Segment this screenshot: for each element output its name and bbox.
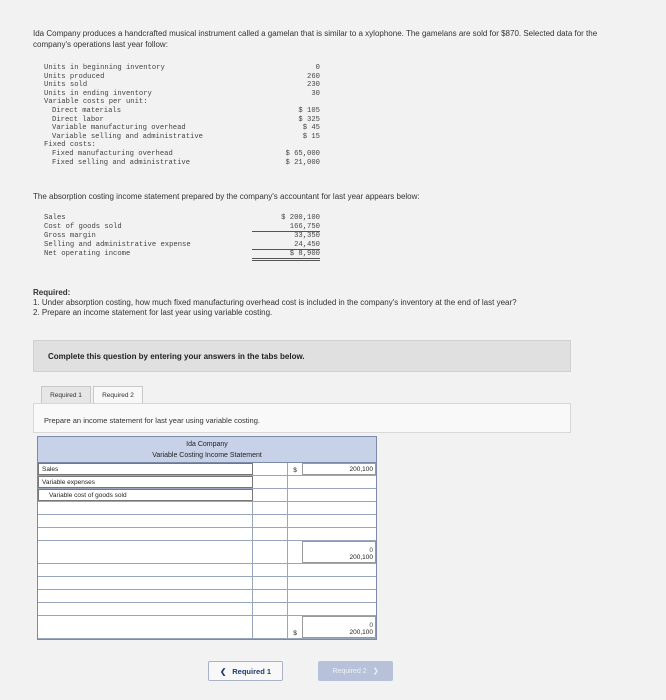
currency-symbol: $ xyxy=(293,630,297,637)
sales-label-input[interactable]: Sales xyxy=(38,463,253,475)
data-row-value: $ 21,000 xyxy=(285,158,320,167)
table-row xyxy=(38,502,376,515)
prev-button[interactable]: ❮ Required 1 xyxy=(208,661,283,681)
amount-cell[interactable] xyxy=(253,528,288,540)
data-row-label: Variable manufacturing overhead xyxy=(52,124,186,133)
amount-cell[interactable] xyxy=(253,603,288,615)
tab-required-2[interactable]: Required 2 xyxy=(93,386,143,404)
table-row xyxy=(38,603,376,616)
label-input[interactable] xyxy=(38,577,253,589)
amount-cell[interactable] xyxy=(253,564,288,576)
statement-header xyxy=(38,437,376,463)
table-row xyxy=(38,541,376,564)
label-input[interactable] xyxy=(38,541,253,563)
required-item-1: 1. Under absorption costing, how much fixed manufacturing overhead cost is included in the company's inventory at the end of last year? xyxy=(33,298,517,307)
table-row xyxy=(38,463,376,476)
data-row-label: Fixed manufacturing overhead xyxy=(52,150,173,158)
absorption-row-label: Net operating income xyxy=(44,250,131,258)
amount-cell[interactable] xyxy=(253,577,288,589)
next-button[interactable]: Required 2 ❯ xyxy=(318,661,393,681)
absorption-row-label: Sales xyxy=(44,214,66,222)
amount-cell[interactable] xyxy=(253,515,288,527)
table-row xyxy=(38,577,376,590)
absorption-row-value: 166,750 xyxy=(252,223,320,232)
table-row xyxy=(38,590,376,603)
data-row-label: Units in beginning inventory xyxy=(44,64,165,72)
amount-cell[interactable] xyxy=(253,463,288,475)
tab-panel xyxy=(33,403,571,433)
panel-instruction: Prepare an income statement for last year using variable costing. xyxy=(44,416,260,425)
sales-value-input[interactable]: 200,100 xyxy=(302,463,376,475)
data-row-label: Fixed selling and administrative xyxy=(52,158,191,167)
data-row-value: $ 325 xyxy=(298,115,320,124)
table-row xyxy=(38,564,376,577)
data-row-label: Variable costs per unit: xyxy=(44,98,148,107)
absorption-row-value: $ 200,100 xyxy=(281,214,320,222)
data-row-label: Units in ending inventory xyxy=(44,89,152,98)
tab-required-1[interactable]: Required 1 xyxy=(41,386,91,404)
required-section xyxy=(33,288,633,318)
label-input[interactable] xyxy=(38,528,253,540)
company-name: Ida Company xyxy=(186,441,228,448)
label-input[interactable] xyxy=(38,603,253,615)
absorption-row-label: Gross margin xyxy=(44,232,96,240)
absorption-row-value: 33,350 xyxy=(294,232,320,240)
label-input[interactable] xyxy=(38,590,253,602)
table-row xyxy=(38,515,376,528)
data-row-label: Direct labor xyxy=(52,115,104,124)
label-input[interactable] xyxy=(38,564,253,576)
table-row xyxy=(38,528,376,541)
data-row-label: Units sold xyxy=(44,81,88,90)
required-heading: Required: xyxy=(33,288,71,297)
data-row-value: 0 xyxy=(315,64,320,72)
required-item-2: 2. Prepare an income statement for last year using variable costing. xyxy=(33,308,273,317)
net-income-value[interactable]: 0 200,100 xyxy=(302,616,376,638)
data-row-label: Direct materials xyxy=(52,107,122,115)
amount-cell[interactable] xyxy=(253,616,288,638)
subtotal-value[interactable]: 0 200,100 xyxy=(302,541,376,563)
instructions-banner: Complete this question by entering your answers in the tabs below. xyxy=(33,340,571,372)
value-cell xyxy=(302,476,376,488)
absorption-intro: The absorption costing income statement prepared by the company's accountant for last year appears below: xyxy=(33,192,420,201)
chevron-right-icon: ❯ xyxy=(372,668,379,675)
variable-expenses-label-input[interactable]: Variable expenses xyxy=(38,476,253,488)
data-row-value: $ 45 xyxy=(302,124,320,133)
amount-cell[interactable] xyxy=(253,502,288,514)
absorption-row-value: 24,450 xyxy=(252,241,320,250)
data-row-label: Fixed costs: xyxy=(44,141,96,150)
data-row-value: $ 15 xyxy=(302,132,320,141)
variable-costing-statement xyxy=(37,436,377,640)
absorption-row-value: $ 8,900 xyxy=(252,250,320,261)
amount-cell[interactable] xyxy=(253,590,288,602)
table-row xyxy=(38,489,376,502)
label-input[interactable] xyxy=(38,502,253,514)
absorption-row-label: Selling and administrative expense xyxy=(44,241,191,249)
problem-intro: Ida Company produces a handcrafted musical instrument called a gamelan that is similar to a xylophone. The gamelans are sold for $870. Selected data for the company's operations last year follow: xyxy=(33,29,598,49)
table-row xyxy=(38,616,376,639)
amount-cell[interactable] xyxy=(253,541,288,563)
amount-cell[interactable] xyxy=(253,476,288,488)
absorption-row-label: Cost of goods sold xyxy=(44,223,122,231)
data-row-value: 230 xyxy=(307,81,320,90)
data-row-value: 260 xyxy=(307,72,320,81)
data-row-value: $ 65,000 xyxy=(285,150,320,158)
statement-title: Variable Costing Income Statement xyxy=(152,452,262,459)
chevron-left-icon: ❮ xyxy=(219,666,227,676)
data-row-label: Units produced xyxy=(44,72,105,81)
currency-symbol: $ xyxy=(293,467,297,474)
value-cell xyxy=(302,489,376,501)
table-row xyxy=(38,476,376,489)
label-input[interactable] xyxy=(38,616,253,638)
amount-cell[interactable] xyxy=(253,489,288,501)
vcogs-label-input[interactable]: Variable cost of goods sold xyxy=(38,489,253,501)
data-row-value: $ 105 xyxy=(298,107,320,115)
data-row-value: 30 xyxy=(311,89,320,98)
data-row-label: Variable selling and administrative xyxy=(52,132,203,141)
label-input[interactable] xyxy=(38,515,253,527)
